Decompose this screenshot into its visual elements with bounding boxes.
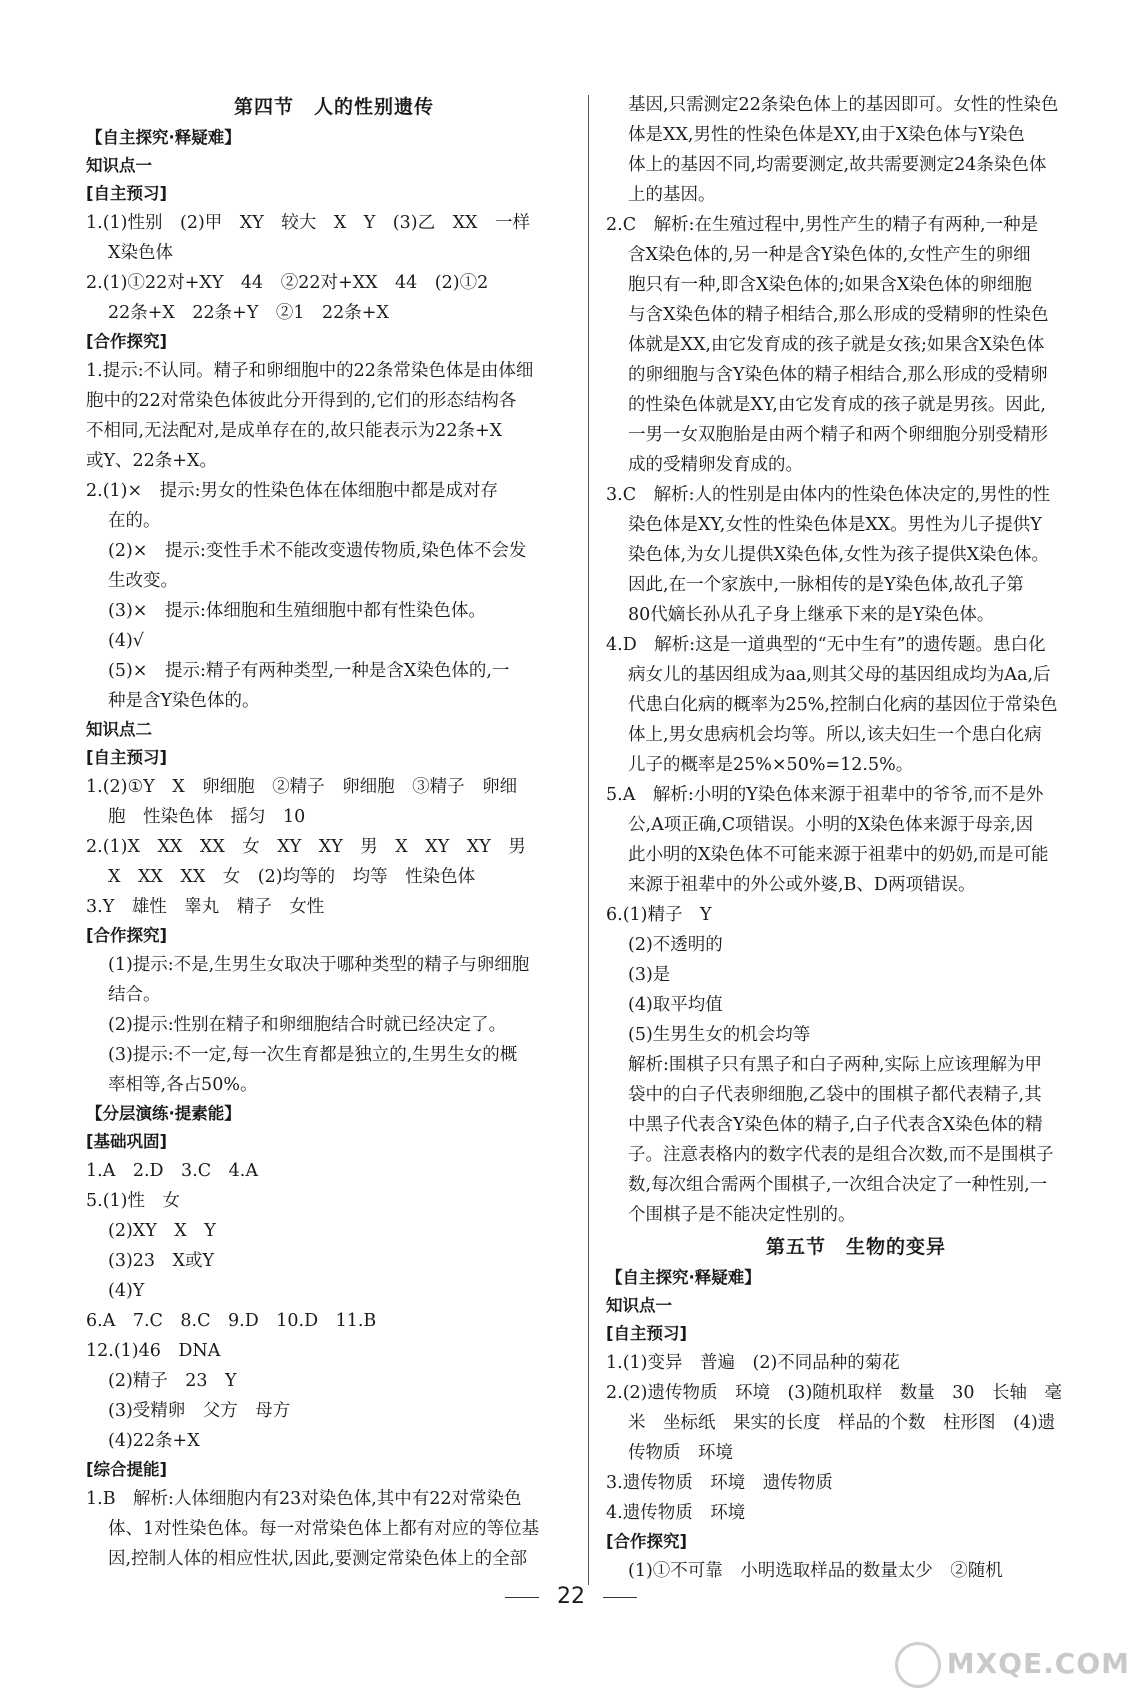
page-number: 22: [557, 1584, 585, 1609]
text-line: (3)× 提示:体细胞和生殖细胞中都有性染色体。: [108, 601, 486, 621]
section-bar: [基础巩固]: [86, 1132, 168, 1151]
text-line: 不相同,无法配对,是成单存在的,故只能表示为22条+X: [86, 421, 503, 441]
text-line: (2)提示:性别在精子和卵细胞结合时就已经决定了。: [108, 1015, 507, 1035]
text-line: 基因,只需测定22条染色体上的基因即可。女性的性染色: [628, 95, 1059, 115]
text-line: 因此,在一个家族中,一脉相传的是Y染色体,故孔子第: [628, 575, 1024, 595]
text-line: (4)√: [108, 631, 144, 651]
text-line: 体上的基因不同,均需要测定,故共需要测定24条染色体: [628, 155, 1047, 175]
text-line: 1.B 解析:人体细胞内有23对染色体,其中有22对常染色: [86, 1489, 522, 1509]
text-line: 生改变。: [108, 571, 178, 591]
text-line: (2)不透明的: [628, 935, 723, 955]
text-line: 米 坐标纸 果实的长度 样品的个数 柱形图 (4)遗: [628, 1413, 1056, 1433]
text-line: (3)受精卵 父方 母方: [108, 1401, 291, 1421]
watermark-text: MXQE.COM: [946, 1647, 1130, 1680]
text-line: 胞中的22对常染色体彼此分开得到的,它们的形态结构各: [86, 391, 517, 411]
left-text-block: [86, 124, 582, 1574]
text-line: (4)Y: [108, 1281, 145, 1301]
text-line: 此小明的X染色体不可能来源于祖辈中的奶奶,而是可能: [628, 845, 1049, 865]
text-line: 与含X染色体的精子相结合,那么形成的受精卵的性染色: [628, 305, 1049, 325]
text-line: 来源于祖辈中的外公或外婆,B、D两项错误。: [628, 875, 976, 895]
text-line: (3)是: [628, 965, 671, 985]
text-line: X染色体: [108, 243, 173, 263]
text-line: 成的受精卵发育成的。: [628, 455, 803, 475]
text-line: 体是XX,男性的性染色体是XY,由于X染色体与Y染色: [628, 125, 1025, 145]
text-line: 胞只有一种,即含X染色体的;如果含X染色体的卵细胞: [628, 275, 1032, 295]
text-line: 5.A 解析:小明的Y染色体来源于祖辈中的爷爷,而不是外: [606, 785, 1044, 805]
section-title: 第五节 生物的变异: [765, 1236, 946, 1258]
text-line: (2)× 提示:变性手术不能改变遗传物质,染色体不会发: [108, 541, 527, 561]
text-line: 的卵细胞与含Y染色体的精子相结合,那么形成的受精卵: [628, 365, 1048, 385]
section-bar: [合作探究]: [86, 926, 168, 945]
text-line: 2.C 解析:在生殖过程中,男性产生的精子有两种,一种是: [606, 215, 1039, 235]
text-line: 传物质 环境: [628, 1443, 733, 1463]
text-line: 1.A 2.D 3.C 4.A: [86, 1161, 258, 1181]
footer-dash: [505, 1597, 539, 1598]
text-line: (5)× 提示:精子有两种类型,一种是含X染色体的,一: [108, 661, 510, 681]
section-title: 第四节 人的性别遗传: [233, 96, 434, 118]
text-line: 病女儿的基因组成为aa,则其父母的基因组成均为Aa,后: [628, 665, 1051, 685]
text-line: 染色体,为女儿提供X染色体,女性为孩子提供X染色体。: [628, 545, 1050, 565]
text-line: 在的。: [108, 511, 161, 531]
text-line: (3)提示:不一定,每一次生育都是独立的,生男生女的概: [108, 1045, 518, 1065]
text-line: 上的基因。: [628, 185, 716, 205]
text-line: 2.(1)X XX XX 女 XY XY 男 X XY XY 男: [86, 837, 526, 857]
right-column: [606, 90, 1106, 1586]
text-line: 结合。: [108, 985, 161, 1005]
text-line: 3.C 解析:人的性别是由体内的性染色体决定的,男性的性: [606, 485, 1051, 505]
section-bar: 【自主探究·释疑难】: [86, 128, 241, 147]
left-column: [86, 90, 582, 1574]
text-line: 胞 性染色体 摇匀 10: [108, 807, 306, 827]
section-bar: [合作探究]: [606, 1532, 688, 1551]
right-text-block: [606, 90, 1106, 1586]
text-line: (1)①不可靠 小明选取样品的数量太少 ②随机: [628, 1561, 1003, 1581]
text-line: 儿子的概率是25%×50%=12.5%。: [628, 755, 914, 775]
text-line: 1.提示:不认同。精子和卵细胞中的22条常染色体是由体细: [86, 361, 534, 381]
text-line: (2)XY X Y: [108, 1221, 216, 1241]
text-line: 的性染色体就是XY,由它发育成的孩子就是男孩。因此,: [628, 395, 1046, 415]
text-line: 1.(1)变异 普遍 (2)不同品种的菊花: [606, 1353, 900, 1373]
watermark-seal-icon: [895, 1642, 941, 1688]
text-line: 袋中的白子代表卵细胞,乙袋中的围棋子都代表精子,其: [628, 1085, 1042, 1105]
text-line: (1)提示:不是,生男生女取决于哪种类型的精子与卵细胞: [108, 955, 530, 975]
section-bar: [自主预习]: [86, 748, 168, 767]
text-line: 因,控制人体的相应性状,因此,要测定常染色体上的全部: [108, 1549, 528, 1569]
text-line: 体就是XX,由它发育成的孩子就是女孩;如果含X染色体: [628, 335, 1045, 355]
text-line: 子。注意表格内的数字代表的是组合次数,而不是围棋子: [628, 1145, 1054, 1165]
text-line: 种是含Y染色体的。: [108, 691, 260, 711]
footer-dash: [603, 1597, 637, 1598]
text-line: 体上,男女患病机会均等。所以,该夫妇生一个患白化病: [628, 725, 1042, 745]
text-line: X XX XX 女 (2)均等的 均等 性染色体: [108, 867, 476, 887]
column-divider: [588, 95, 589, 1585]
text-line: 3.遗传物质 环境 遗传物质: [606, 1473, 833, 1493]
text-line: 4.D 解析:这是一道典型的“无中生有”的遗传题。患白化: [606, 635, 1046, 655]
text-line: 3.Y 雄性 睾丸 精子 女性: [86, 897, 325, 917]
text-line: 含X染色体的,另一种是含Y染色体的,女性产生的卵细: [628, 245, 1031, 265]
text-line: 1.(2)①Y X 卵细胞 ②精子 卵细胞 ③精子 卵细: [86, 777, 518, 797]
subheading: 知识点二: [86, 720, 152, 739]
text-line: 6.A 7.C 8.C 9.D 10.D 11.B: [86, 1311, 377, 1331]
section-bar: [合作探究]: [86, 332, 168, 351]
text-line: 1.(1)性别 (2)甲 XY 较大 X Y (3)乙 XX 一样: [86, 213, 531, 233]
text-line: 代患白化病的概率为25%,控制白化病的基因位于常染色: [628, 695, 1058, 715]
text-line: 体、1对性染色体。每一对常染色体上都有对应的等位基: [108, 1519, 540, 1539]
text-line: 5.(1)性 女: [86, 1191, 180, 1211]
text-line: (4)22条+X: [108, 1431, 200, 1451]
text-line: (3)23 X或Y: [108, 1251, 215, 1271]
subheading: 知识点一: [606, 1296, 672, 1315]
text-line: 率相等,各占50%。: [108, 1075, 258, 1095]
section-bar: 【自主探究·释疑难】: [606, 1268, 761, 1287]
section-bar: [综合提能]: [86, 1460, 168, 1479]
text-line: 解析:围棋子只有黑子和白子两种,实际上应该理解为甲: [628, 1055, 1042, 1075]
text-line: 公,A项正确,C项错误。小明的X染色体来源于母亲,因: [628, 815, 1034, 835]
section-bar: [自主预习]: [606, 1324, 688, 1343]
watermark: [895, 1642, 1130, 1688]
text-line: 4.遗传物质 环境: [606, 1503, 746, 1523]
subheading: 知识点一: [86, 156, 152, 175]
text-line: 染色体是XY,女性的性染色体是XX。男性为儿子提供Y: [628, 515, 1042, 535]
text-line: 80代嫡长孙从孔子身上继承下来的是Y染色体。: [628, 605, 995, 625]
text-line: 6.(1)精子 Y: [606, 905, 712, 925]
text-line: 或Y、22条+X。: [86, 451, 217, 471]
text-line: 一男一女双胞胎是由两个精子和两个卵细胞分别受精形: [628, 425, 1048, 445]
text-line: 个围棋子是不能决定性别的。: [628, 1205, 856, 1225]
text-line: 2.(2)遗传物质 环境 (3)随机取样 数量 30 长轴 毫: [606, 1383, 1063, 1403]
text-line: 2.(1)①22对+XY 44 ②22对+XX 44 (2)①2: [86, 273, 489, 293]
text-line: 数,每次组合需两个围棋子,一次组合决定了一种性别,一: [628, 1175, 1048, 1195]
section-bar: [自主预习]: [86, 184, 168, 203]
section-bar: 【分层演练·提素能】: [86, 1104, 241, 1123]
text-line: 22条+X 22条+Y ②1 22条+X: [108, 303, 389, 323]
text-line: 中黑子代表含Y染色体的精子,白子代表含X染色体的精: [628, 1115, 1043, 1135]
text-line: 2.(1)× 提示:男女的性染色体在体细胞中都是成对存: [86, 481, 499, 501]
text-line: (5)生男生女的机会均等: [628, 1025, 811, 1045]
page-footer: [0, 1584, 1142, 1609]
text-line: (2)精子 23 Y: [108, 1371, 237, 1391]
text-line: 12.(1)46 DNA: [86, 1341, 221, 1361]
text-line: (4)取平均值: [628, 995, 723, 1015]
